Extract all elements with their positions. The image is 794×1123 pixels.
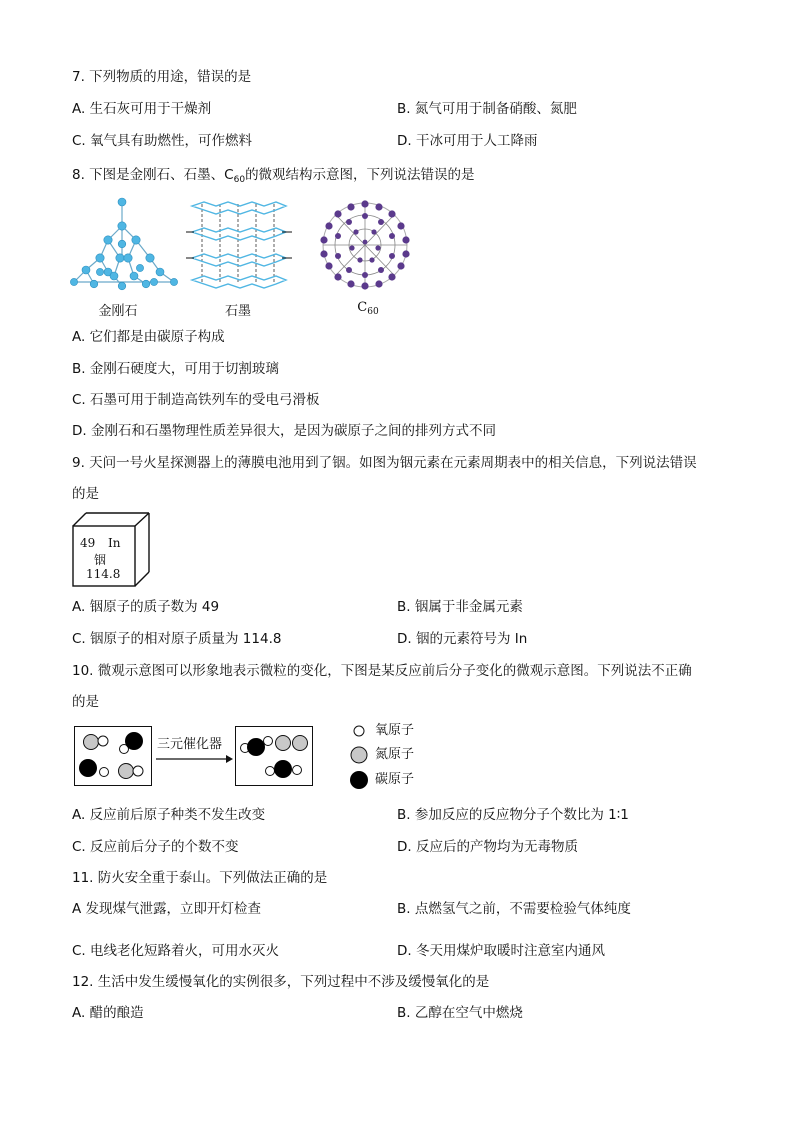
graphite-structure-figure [186, 196, 292, 292]
q7-option-b[interactable]: B. 氮气可用于制备硝酸、氮肥 [397, 101, 577, 117]
q9-option-c[interactable]: C. 铟原子的相对原子质量为 114.8 [72, 631, 282, 647]
q8-option-c[interactable]: C. 石墨可用于制造高铁列车的受电弓滑板 [72, 392, 320, 408]
element-symbol: In [108, 536, 121, 550]
q8-stem-post: 的微观结构示意图，下列说法错误的是 [245, 167, 475, 183]
label-c60 [338, 300, 398, 317]
element-atomic-number: 49 [80, 536, 96, 550]
q12-stem: 12. 生活中发生缓慢氧化的实例很多，下列过程中不涉及缓慢氧化的是 [72, 974, 490, 990]
q10-option-c[interactable]: C. 反应前后分子的个数不变 [72, 839, 239, 855]
oxygen-atom-icon [354, 726, 364, 736]
q8-stem-pre: 8. 下图是金刚石、石墨、C [72, 167, 234, 183]
diamond-structure-figure [70, 196, 180, 292]
q7-option-c[interactable]: C. 氧气具有助燃性，可作燃料 [72, 133, 253, 149]
nitrogen-atom-icon [351, 747, 367, 763]
label-c60-sub: 60 [367, 307, 379, 317]
q10-stem-line2: 的是 [72, 694, 99, 710]
q7-option-a[interactable]: A. 生石灰可用于干燥剂 [72, 101, 212, 117]
c60-structure-figure [316, 198, 414, 292]
q7-option-d[interactable]: D. 干冰可用于人工降雨 [397, 133, 538, 149]
q11-option-a[interactable]: A 发现煤气泄露，立即开灯检查 [72, 901, 262, 917]
q8-stem-sub: 60 [233, 175, 246, 185]
q11-option-c[interactable]: C. 电线老化短路着火，可用水灭火 [72, 943, 280, 959]
q9-option-b[interactable]: B. 铟属于非金属元素 [397, 599, 523, 615]
q10-option-a[interactable]: A. 反应前后原子种类不发生改变 [72, 807, 266, 823]
catalyst-label: 三元催化器 [157, 737, 223, 752]
q9-option-a[interactable]: A. 铟原子的质子数为 49 [72, 599, 220, 615]
legend-carbon: 碳原子 [375, 772, 415, 787]
q10-stem-line1: 10. 微观示意图可以形象地表示微粒的变化，下图是某反应前后分子变化的微观示意图。下列说法不正确 [72, 663, 692, 679]
q9-stem-line2: 的是 [72, 486, 99, 502]
q10-option-b[interactable]: B. 参加反应的反应物分子个数比为 1∶1 [397, 807, 629, 823]
q11-option-d[interactable]: D. 冬天用煤炉取暖时注意室内通风 [397, 943, 605, 959]
q8-option-d[interactable]: D. 金刚石和石墨物理性质差异很大，是因为碳原子之间的排列方式不同 [72, 423, 496, 439]
label-diamond: 金刚石 [98, 304, 138, 319]
label-c60-main: C [357, 300, 368, 315]
q8-stem [72, 166, 475, 189]
product-molecules [235, 726, 313, 786]
q8-option-b[interactable]: B. 金刚石硬度大，可用于切割玻璃 [72, 361, 279, 377]
q12-option-a[interactable]: A. 醋的酿造 [72, 1005, 144, 1021]
label-graphite: 石墨 [224, 304, 251, 319]
atom-legend-symbols [346, 722, 372, 790]
carbon-atom-icon [350, 771, 368, 789]
q9-stem-line1: 9. 天问一号火星探测器上的薄膜电池用到了铟。如图为铟元素在元素周期表中的相关信息，下列说法错误 [72, 455, 697, 471]
element-atomic-mass: 114.8 [86, 567, 121, 581]
element-name: 铟 [94, 553, 107, 567]
q12-option-b[interactable]: B. 乙醇在空气中燃烧 [397, 1005, 523, 1021]
q11-stem: 11. 防火安全重于泰山。下列做法正确的是 [72, 870, 328, 886]
q11-option-b[interactable]: B. 点燃氢气之前，不需要检验气体纯度 [397, 901, 631, 917]
legend-nitrogen: 氮原子 [375, 747, 415, 762]
q10-option-d[interactable]: D. 反应后的产物均为无毒物质 [397, 839, 578, 855]
legend-oxygen: 氧原子 [375, 723, 415, 738]
q7-stem: 7. 下列物质的用途，错误的是 [72, 69, 252, 85]
reactant-molecules [74, 726, 152, 786]
reaction-arrow [154, 753, 234, 765]
q8-option-a[interactable]: A. 它们都是由碳原子构成 [72, 329, 225, 345]
q9-option-d[interactable]: D. 铟的元素符号为 In [397, 631, 528, 647]
